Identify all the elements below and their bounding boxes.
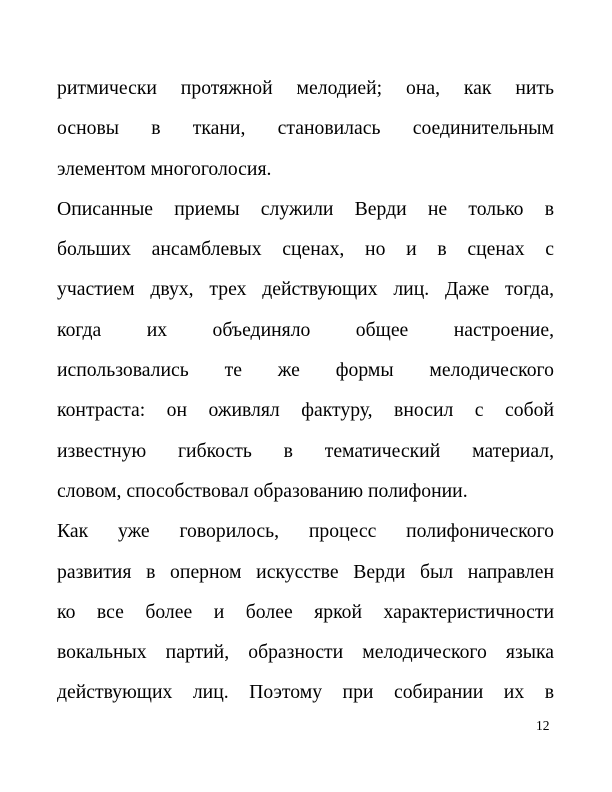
paragraph-3 (57, 515, 554, 716)
text-line: вокальных партий, образности мелодического языка (57, 641, 554, 664)
text-line: Описанные приемы служили Верди не только в (57, 197, 554, 220)
text-line: использовались те же формы мелодического (57, 359, 554, 382)
page-number: 12 (536, 718, 550, 733)
text-line: Как уже говорилось, процесс полифонического (57, 520, 554, 543)
text-line: участием двух, трех действующих лиц. Даже тогда, (57, 278, 554, 301)
text-line: основы в ткани, становилась соединительным (57, 117, 554, 140)
text-line: действующих лиц. Поэтому при собирании их в (57, 681, 554, 704)
text-line: известную гибкость в тематический материал, (57, 439, 554, 462)
paragraph-1 (57, 72, 554, 193)
text-line: больших ансамблевых сценах, но и в сценах с (57, 238, 554, 261)
text-line: развития в оперном искусстве Верди был направлен (57, 560, 554, 583)
text-line: словом, способствовал образованию полифонии. (57, 479, 468, 502)
text-line: когда их объединяло общее настроение, (57, 318, 554, 341)
text-line: ко все более и более яркой характеристичности (57, 600, 554, 623)
paragraph-2 (57, 193, 554, 515)
text-line: контраста: он оживлял фактуру, вносил с собой (57, 399, 554, 422)
text-line: элементом многоголосия. (57, 157, 272, 180)
text-line: ритмически протяжной мелодией; она, как нить (57, 77, 554, 99)
body-text (57, 72, 554, 717)
